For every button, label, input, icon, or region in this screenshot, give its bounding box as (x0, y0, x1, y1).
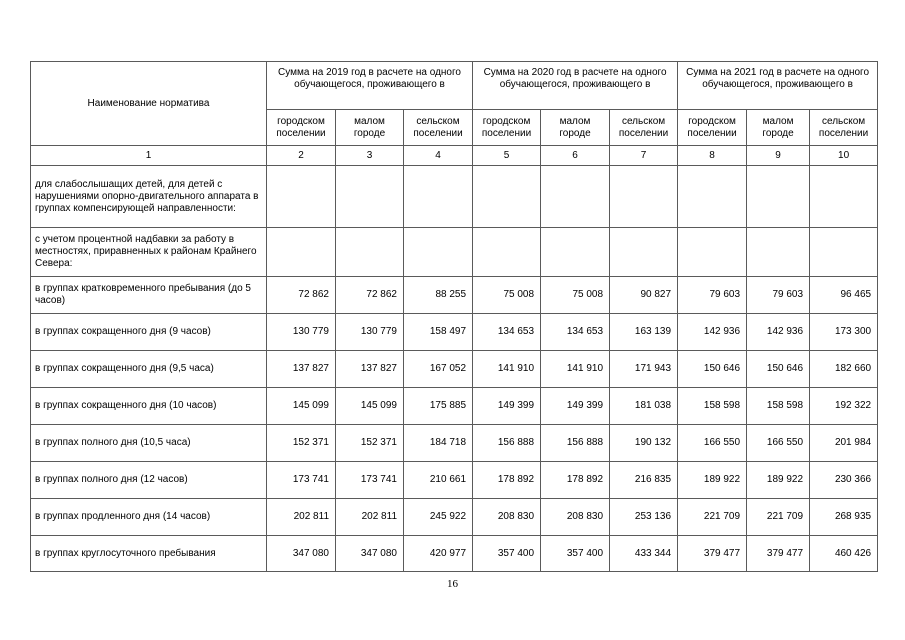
value-cell: 202 811 (336, 499, 404, 536)
value-cell: 134 653 (473, 314, 541, 351)
header-sub-urban: городском поселении (473, 110, 541, 146)
table-row (31, 166, 878, 228)
value-cell: 142 936 (747, 314, 810, 351)
value-cell: 150 646 (747, 351, 810, 388)
column-number: 3 (336, 146, 404, 166)
value-cell: 130 779 (267, 314, 336, 351)
value-cell: 75 008 (473, 277, 541, 314)
row-label: для слабослышащих детей, для детей с нарушениями опорно-двигательного аппарата в группах компенсирующей направленности: (31, 166, 267, 228)
value-cell: 357 400 (473, 536, 541, 572)
value-cell: 141 910 (473, 351, 541, 388)
column-number: 7 (610, 146, 678, 166)
row-label: в группах сокращенного дня (9,5 часа) (31, 351, 267, 388)
value-cell: 158 497 (404, 314, 473, 351)
row-label: в группах кратковременного пребывания (до 5 часов) (31, 277, 267, 314)
value-cell: 152 371 (267, 425, 336, 462)
header-sub-small-town: малом городе (336, 110, 404, 146)
header-group-2020: Сумма на 2020 год в расчете на одного обучающегося, проживающего в (473, 62, 678, 110)
header-sub-rural: сельском поселении (610, 110, 678, 146)
row-label: в группах полного дня (10,5 часа) (31, 425, 267, 462)
value-cell: 137 827 (267, 351, 336, 388)
value-cell: 210 661 (404, 462, 473, 499)
table-row (31, 425, 878, 462)
value-cell: 175 885 (404, 388, 473, 425)
value-cell (473, 228, 541, 277)
value-cell: 149 399 (541, 388, 610, 425)
value-cell: 230 366 (810, 462, 878, 499)
header-sub-small-town: малом городе (747, 110, 810, 146)
table-row (31, 462, 878, 499)
value-cell (678, 166, 747, 228)
value-cell: 202 811 (267, 499, 336, 536)
value-cell: 190 132 (610, 425, 678, 462)
header-sub-urban: городском поселении (267, 110, 336, 146)
value-cell: 221 709 (747, 499, 810, 536)
table-row (31, 277, 878, 314)
column-number: 2 (267, 146, 336, 166)
value-cell (267, 166, 336, 228)
value-cell: 173 300 (810, 314, 878, 351)
value-cell: 134 653 (541, 314, 610, 351)
value-cell: 357 400 (541, 536, 610, 572)
value-cell (747, 166, 810, 228)
value-cell: 137 827 (336, 351, 404, 388)
value-cell: 216 835 (610, 462, 678, 499)
value-cell: 245 922 (404, 499, 473, 536)
value-cell: 173 741 (336, 462, 404, 499)
column-number: 6 (541, 146, 610, 166)
value-cell (473, 166, 541, 228)
value-cell: 182 660 (810, 351, 878, 388)
value-cell: 158 598 (747, 388, 810, 425)
value-cell: 156 888 (473, 425, 541, 462)
header-sub-urban: городском поселении (678, 110, 747, 146)
table-body (31, 62, 878, 572)
value-cell: 90 827 (610, 277, 678, 314)
value-cell: 166 550 (747, 425, 810, 462)
row-label: в группах продленного дня (14 часов) (31, 499, 267, 536)
row-label: с учетом процентной надбавки за работу в местностях, приравненных к районам Крайнего Севера: (31, 228, 267, 277)
value-cell: 347 080 (336, 536, 404, 572)
row-label: в группах круглосуточного пребывания (31, 536, 267, 572)
value-cell: 72 862 (267, 277, 336, 314)
value-cell (336, 166, 404, 228)
value-cell (541, 228, 610, 277)
row-label: в группах полного дня (12 часов) (31, 462, 267, 499)
value-cell: 208 830 (473, 499, 541, 536)
value-cell: 178 892 (473, 462, 541, 499)
value-cell: 253 136 (610, 499, 678, 536)
value-cell: 189 922 (678, 462, 747, 499)
value-cell: 167 052 (404, 351, 473, 388)
value-cell (678, 228, 747, 277)
value-cell: 130 779 (336, 314, 404, 351)
value-cell (541, 166, 610, 228)
value-cell: 96 465 (810, 277, 878, 314)
value-cell: 79 603 (747, 277, 810, 314)
header-sub-small-town: малом городе (541, 110, 610, 146)
column-number: 5 (473, 146, 541, 166)
value-cell: 88 255 (404, 277, 473, 314)
value-cell: 173 741 (267, 462, 336, 499)
value-cell: 379 477 (747, 536, 810, 572)
value-cell: 163 139 (610, 314, 678, 351)
value-cell: 145 099 (336, 388, 404, 425)
row-label: в группах сокращенного дня (9 часов) (31, 314, 267, 351)
value-cell: 268 935 (810, 499, 878, 536)
header-row-groups (31, 62, 878, 110)
value-cell: 149 399 (473, 388, 541, 425)
value-cell: 171 943 (610, 351, 678, 388)
header-sub-rural: сельском поселении (810, 110, 878, 146)
value-cell: 433 344 (610, 536, 678, 572)
value-cell: 181 038 (610, 388, 678, 425)
value-cell: 152 371 (336, 425, 404, 462)
value-cell: 189 922 (747, 462, 810, 499)
table-row (31, 351, 878, 388)
value-cell: 156 888 (541, 425, 610, 462)
value-cell: 347 080 (267, 536, 336, 572)
value-cell (267, 228, 336, 277)
table-row (31, 499, 878, 536)
value-cell: 150 646 (678, 351, 747, 388)
column-number: 9 (747, 146, 810, 166)
value-cell (404, 166, 473, 228)
value-cell: 201 984 (810, 425, 878, 462)
table-row (31, 314, 878, 351)
value-cell: 178 892 (541, 462, 610, 499)
normatives-table (30, 61, 878, 572)
value-cell: 158 598 (678, 388, 747, 425)
value-cell (404, 228, 473, 277)
value-cell: 75 008 (541, 277, 610, 314)
value-cell: 208 830 (541, 499, 610, 536)
column-number: 8 (678, 146, 747, 166)
column-number: 4 (404, 146, 473, 166)
value-cell (610, 228, 678, 277)
value-cell: 420 977 (404, 536, 473, 572)
value-cell: 184 718 (404, 425, 473, 462)
value-cell: 192 322 (810, 388, 878, 425)
table-row (31, 388, 878, 425)
value-cell: 166 550 (678, 425, 747, 462)
value-cell: 72 862 (336, 277, 404, 314)
column-number: 1 (31, 146, 267, 166)
row-label: в группах сокращенного дня (10 часов) (31, 388, 267, 425)
value-cell: 141 910 (541, 351, 610, 388)
value-cell (610, 166, 678, 228)
header-group-2021: Сумма на 2021 год в расчете на одного обучающегося, проживающего в (678, 62, 878, 110)
header-name-col: Наименование норматива (31, 62, 267, 146)
header-sub-rural: сельском поселении (404, 110, 473, 146)
value-cell: 460 426 (810, 536, 878, 572)
value-cell (336, 228, 404, 277)
value-cell (810, 228, 878, 277)
table-row (31, 536, 878, 572)
table-row (31, 228, 878, 277)
value-cell: 142 936 (678, 314, 747, 351)
header-group-2019: Сумма на 2019 год в расчете на одного обучающегося, проживающего в (267, 62, 473, 110)
value-cell (810, 166, 878, 228)
header-row-numbers (31, 146, 878, 166)
value-cell: 145 099 (267, 388, 336, 425)
page-number: 16 (447, 578, 458, 590)
value-cell: 221 709 (678, 499, 747, 536)
value-cell (747, 228, 810, 277)
column-number: 10 (810, 146, 878, 166)
value-cell: 379 477 (678, 536, 747, 572)
value-cell: 79 603 (678, 277, 747, 314)
